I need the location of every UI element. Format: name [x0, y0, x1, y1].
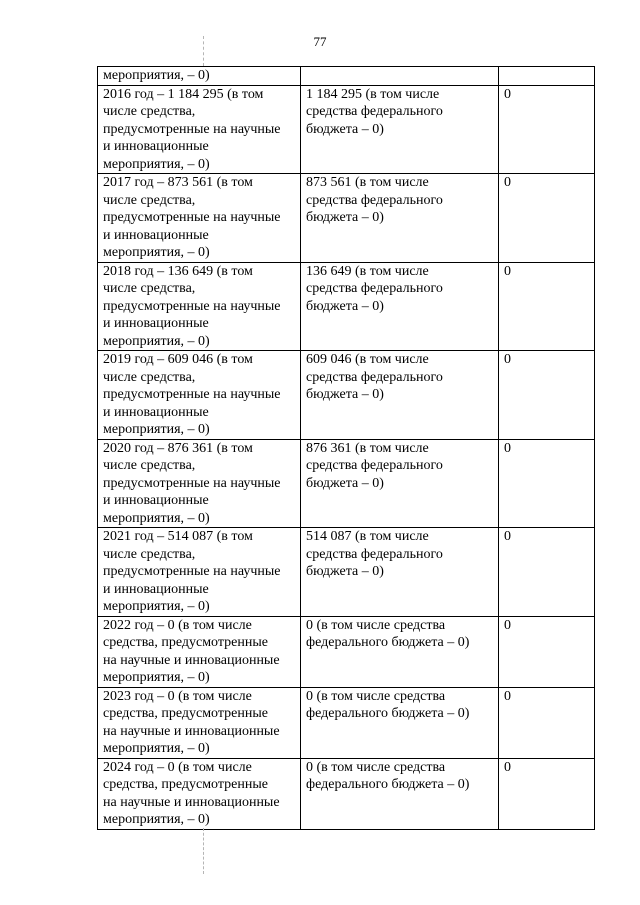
cell-value: 0	[504, 529, 511, 544]
table-row	[98, 85, 595, 174]
cell-line: 2021 год – 514 087 (в том	[103, 529, 253, 544]
cell-value: 0	[504, 352, 511, 367]
cell-line: 0 (в том числе средства	[306, 759, 446, 775]
cell-line: бюджета – 0)	[306, 210, 384, 225]
other-sources-cell	[499, 439, 595, 528]
cell-line: числе средства,	[103, 546, 196, 562]
cell-value: 0	[504, 688, 511, 704]
federal-budget-cell	[301, 85, 499, 174]
cell-line: мероприятия, – 0)	[103, 333, 210, 349]
table-row	[98, 174, 595, 263]
other-sources-cell	[499, 758, 595, 829]
cell-line: 2019 год – 609 046 (в том	[103, 352, 253, 367]
cell-line: 136 649 (в том числе	[306, 263, 429, 279]
cell-line: числе средства,	[103, 458, 196, 473]
cell-line: средства, предусмотренные	[103, 706, 268, 721]
cell-line: числе средства,	[103, 104, 196, 119]
cell-line: предусмотренные на научные	[103, 210, 281, 225]
table-row	[98, 67, 595, 86]
cell-line: бюджета – 0)	[306, 564, 384, 579]
year-total-cell	[98, 351, 301, 440]
table-row	[98, 262, 595, 351]
cell-line: предусмотренные на научные	[103, 121, 281, 137]
cell-line: мероприятия, – 0)	[103, 670, 210, 685]
cell-line: федерального бюджета – 0)	[306, 635, 470, 650]
federal-budget-cell	[301, 528, 499, 617]
cell-line: средства, предусмотренные	[103, 635, 268, 650]
cell-line: 2018 год – 136 649 (в том	[103, 263, 253, 279]
cell-line: числе средства,	[103, 369, 196, 385]
cell-line: 0 (в том числе средства	[306, 617, 446, 633]
cell-line: мероприятия, – 0)	[103, 812, 210, 827]
cell-line: 2017 год – 873 561 (в том	[103, 175, 253, 190]
cell-line: бюджета – 0)	[306, 298, 384, 314]
federal-budget-cell	[301, 439, 499, 528]
year-total-cell	[98, 687, 301, 758]
cell-line: средства федерального	[306, 104, 443, 119]
cell-line: числе средства,	[103, 281, 196, 296]
table-row	[98, 351, 595, 440]
other-sources-cell	[499, 616, 595, 687]
table-row	[98, 439, 595, 528]
cell-line: 2020 год – 876 361 (в том	[103, 440, 253, 456]
cell-line: 1 184 295 (в том числе	[306, 86, 440, 102]
cell-line: на научные и инновационные	[103, 794, 280, 810]
table-row	[98, 528, 595, 617]
other-sources-cell	[499, 351, 595, 440]
federal-budget-cell	[301, 174, 499, 263]
federal-budget-cell	[301, 687, 499, 758]
year-total-cell	[98, 758, 301, 829]
cell-line: 876 361 (в том числе	[306, 440, 429, 456]
cell-line: федерального бюджета – 0)	[306, 706, 470, 721]
cell-value: 0	[504, 759, 511, 775]
cell-line: и инновационные	[103, 316, 209, 331]
cell-line: и инновационные	[103, 493, 209, 508]
cell-line: федерального бюджета – 0)	[306, 777, 470, 792]
year-total-cell	[98, 528, 301, 617]
federal-budget-cell	[301, 616, 499, 687]
cell-line: и инновационные	[103, 227, 209, 243]
cell-line: предусмотренные на научные	[103, 387, 281, 402]
year-total-cell	[98, 174, 301, 263]
other-sources-cell	[499, 687, 595, 758]
federal-budget-cell	[301, 262, 499, 351]
cell-line: 514 087 (в том числе	[306, 529, 429, 544]
page-number: 77	[313, 34, 327, 49]
other-sources-cell	[499, 262, 595, 351]
other-sources-cell	[499, 528, 595, 617]
cell-line: 2023 год – 0 (в том числе	[103, 688, 252, 704]
other-sources-cell	[499, 67, 595, 86]
federal-budget-cell	[301, 351, 499, 440]
cell-line: и инновационные	[103, 139, 209, 154]
cell-line: на научные и инновационные	[103, 652, 280, 668]
cell-value: 0	[504, 440, 511, 456]
cell-line: средства федерального	[306, 458, 443, 473]
cell-line: мероприятия, – 0)	[103, 599, 210, 614]
cell-line: 609 046 (в том числе	[306, 352, 429, 367]
other-sources-cell	[499, 85, 595, 174]
cell-line: бюджета – 0)	[306, 475, 384, 491]
cell-line: мероприятия, – 0)	[103, 422, 210, 437]
cell-line: 2024 год – 0 (в том числе	[103, 759, 252, 775]
cell-line: мероприятия, – 0)	[103, 156, 210, 172]
cell-value: 0	[504, 263, 511, 279]
other-sources-cell	[499, 174, 595, 263]
federal-budget-cell	[301, 67, 499, 86]
fold-line-bottom	[203, 828, 204, 874]
cell-value: 0	[504, 175, 511, 190]
federal-budget-cell	[301, 758, 499, 829]
cell-line: мероприятия, – 0)	[103, 741, 210, 756]
cell-line: и инновационные	[103, 404, 209, 420]
year-total-cell	[98, 616, 301, 687]
year-total-cell	[98, 67, 301, 86]
cell-line: предусмотренные на научные	[103, 564, 281, 579]
cell-line: средства федерального	[306, 192, 443, 208]
cell-line: 0 (в том числе средства	[306, 688, 446, 704]
cell-line: средства федерального	[306, 546, 443, 562]
cell-line: мероприятия, – 0)	[103, 245, 210, 260]
table-row	[98, 758, 595, 829]
cell-line: числе средства,	[103, 192, 196, 208]
year-total-cell	[98, 262, 301, 351]
cell-line: бюджета – 0)	[306, 387, 384, 402]
cell-line: средства федерального	[306, 281, 443, 296]
cell-line: предусмотренные на научные	[103, 298, 281, 314]
cell-line: средства, предусмотренные	[103, 777, 268, 792]
cell-line: 873 561 (в том числе	[306, 175, 429, 190]
table-row	[98, 687, 595, 758]
cell-line: мероприятия, – 0)	[103, 68, 210, 83]
cell-value: 0	[504, 617, 511, 633]
table-row	[98, 616, 595, 687]
funding-table	[97, 66, 595, 830]
cell-value: 0	[504, 86, 511, 102]
cell-line: 2016 год – 1 184 295 (в том	[103, 86, 264, 102]
year-total-cell	[98, 85, 301, 174]
cell-line: 2022 год – 0 (в том числе	[103, 617, 252, 633]
cell-line: и инновационные	[103, 581, 209, 597]
cell-line: на научные и инновационные	[103, 723, 280, 739]
cell-line: бюджета – 0)	[306, 121, 384, 137]
cell-line: средства федерального	[306, 369, 443, 385]
year-total-cell	[98, 439, 301, 528]
cell-line: мероприятия, – 0)	[103, 510, 210, 526]
funding-table-body	[98, 67, 595, 830]
cell-line: предусмотренные на научные	[103, 475, 281, 491]
